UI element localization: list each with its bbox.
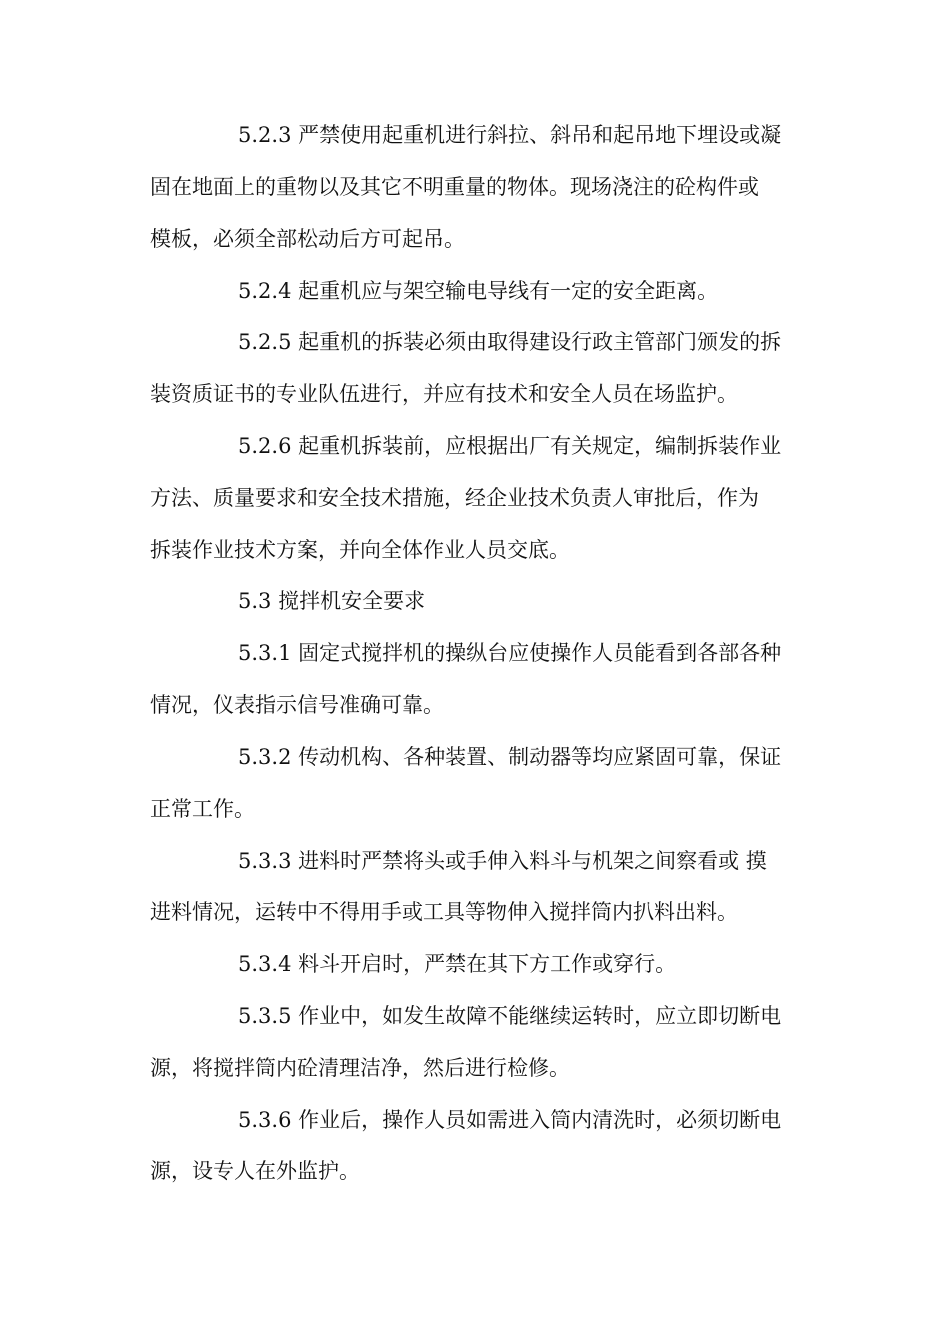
paragraph-5-2-6-line-1: 5.2.6 起重机拆装前，应根据出厂有关规定，编制拆装作业 [238, 434, 782, 458]
paragraph-5-2-5-line-2: 装资质证书的专业队伍进行，并应有技术和安全人员在场监护。 [150, 382, 738, 406]
paragraph-5-3-3-line-1: 5.3.3 进料时严禁将头或手伸入料斗与机架之间察看或 摸 [238, 849, 767, 873]
paragraph-5-3-4: 5.3.4 料斗开启时，严禁在其下方工作或穿行。 [238, 952, 677, 976]
paragraph-5-2-3-line-2: 固在地面上的重物以及其它不明重量的物体。现场浇注的砼构件或 [150, 175, 759, 199]
section-heading-5-3: 5.3 搅拌机安全要求 [238, 589, 426, 613]
paragraph-5-3-3-line-2: 进料情况，运转中不得用手或工具等物伸入搅拌筒内扒料出料。 [150, 900, 738, 924]
paragraph-5-3-2-line-2: 正常工作。 [150, 797, 255, 821]
paragraph-5-2-6-line-2: 方法、质量要求和安全技术措施，经企业技术负责人审批后，作为 [150, 486, 759, 510]
paragraph-5-3-1-line-2: 情况，仪表指示信号准确可靠。 [150, 693, 444, 717]
paragraph-5-2-6-line-3: 拆装作业技术方案，并向全体作业人员交底。 [150, 538, 570, 562]
paragraph-5-3-6-line-1: 5.3.6 作业后，操作人员如需进入筒内清洗时，必须切断电 [238, 1108, 782, 1132]
paragraph-5-3-6-line-2: 源，设专人在外监护。 [150, 1159, 360, 1183]
paragraph-5-3-5-line-2: 源，将搅拌筒内砼清理洁净，然后进行检修。 [150, 1056, 570, 1080]
paragraph-5-3-2-line-1: 5.3.2 传动机构、各种装置、制动器等均应紧固可靠，保证 [238, 745, 782, 769]
paragraph-5-2-3-line-3: 模板，必须全部松动后方可起吊。 [150, 227, 465, 251]
paragraph-5-3-1-line-1: 5.3.1 固定式搅拌机的操纵台应使操作人员能看到各部各种 [238, 641, 782, 665]
paragraph-5-3-5-line-1: 5.3.5 作业中，如发生故障不能继续运转时，应立即切断电 [238, 1004, 782, 1028]
paragraph-5-2-5-line-1: 5.2.5 起重机的拆装必须由取得建设行政主管部门颁发的拆 [238, 330, 782, 354]
paragraph-5-2-3-line-1: 5.2.3 严禁使用起重机进行斜拉、斜吊和起吊地下埋设或凝 [238, 123, 782, 147]
paragraph-5-2-4: 5.2.4 起重机应与架空输电导线有一定的安全距离。 [238, 279, 719, 303]
